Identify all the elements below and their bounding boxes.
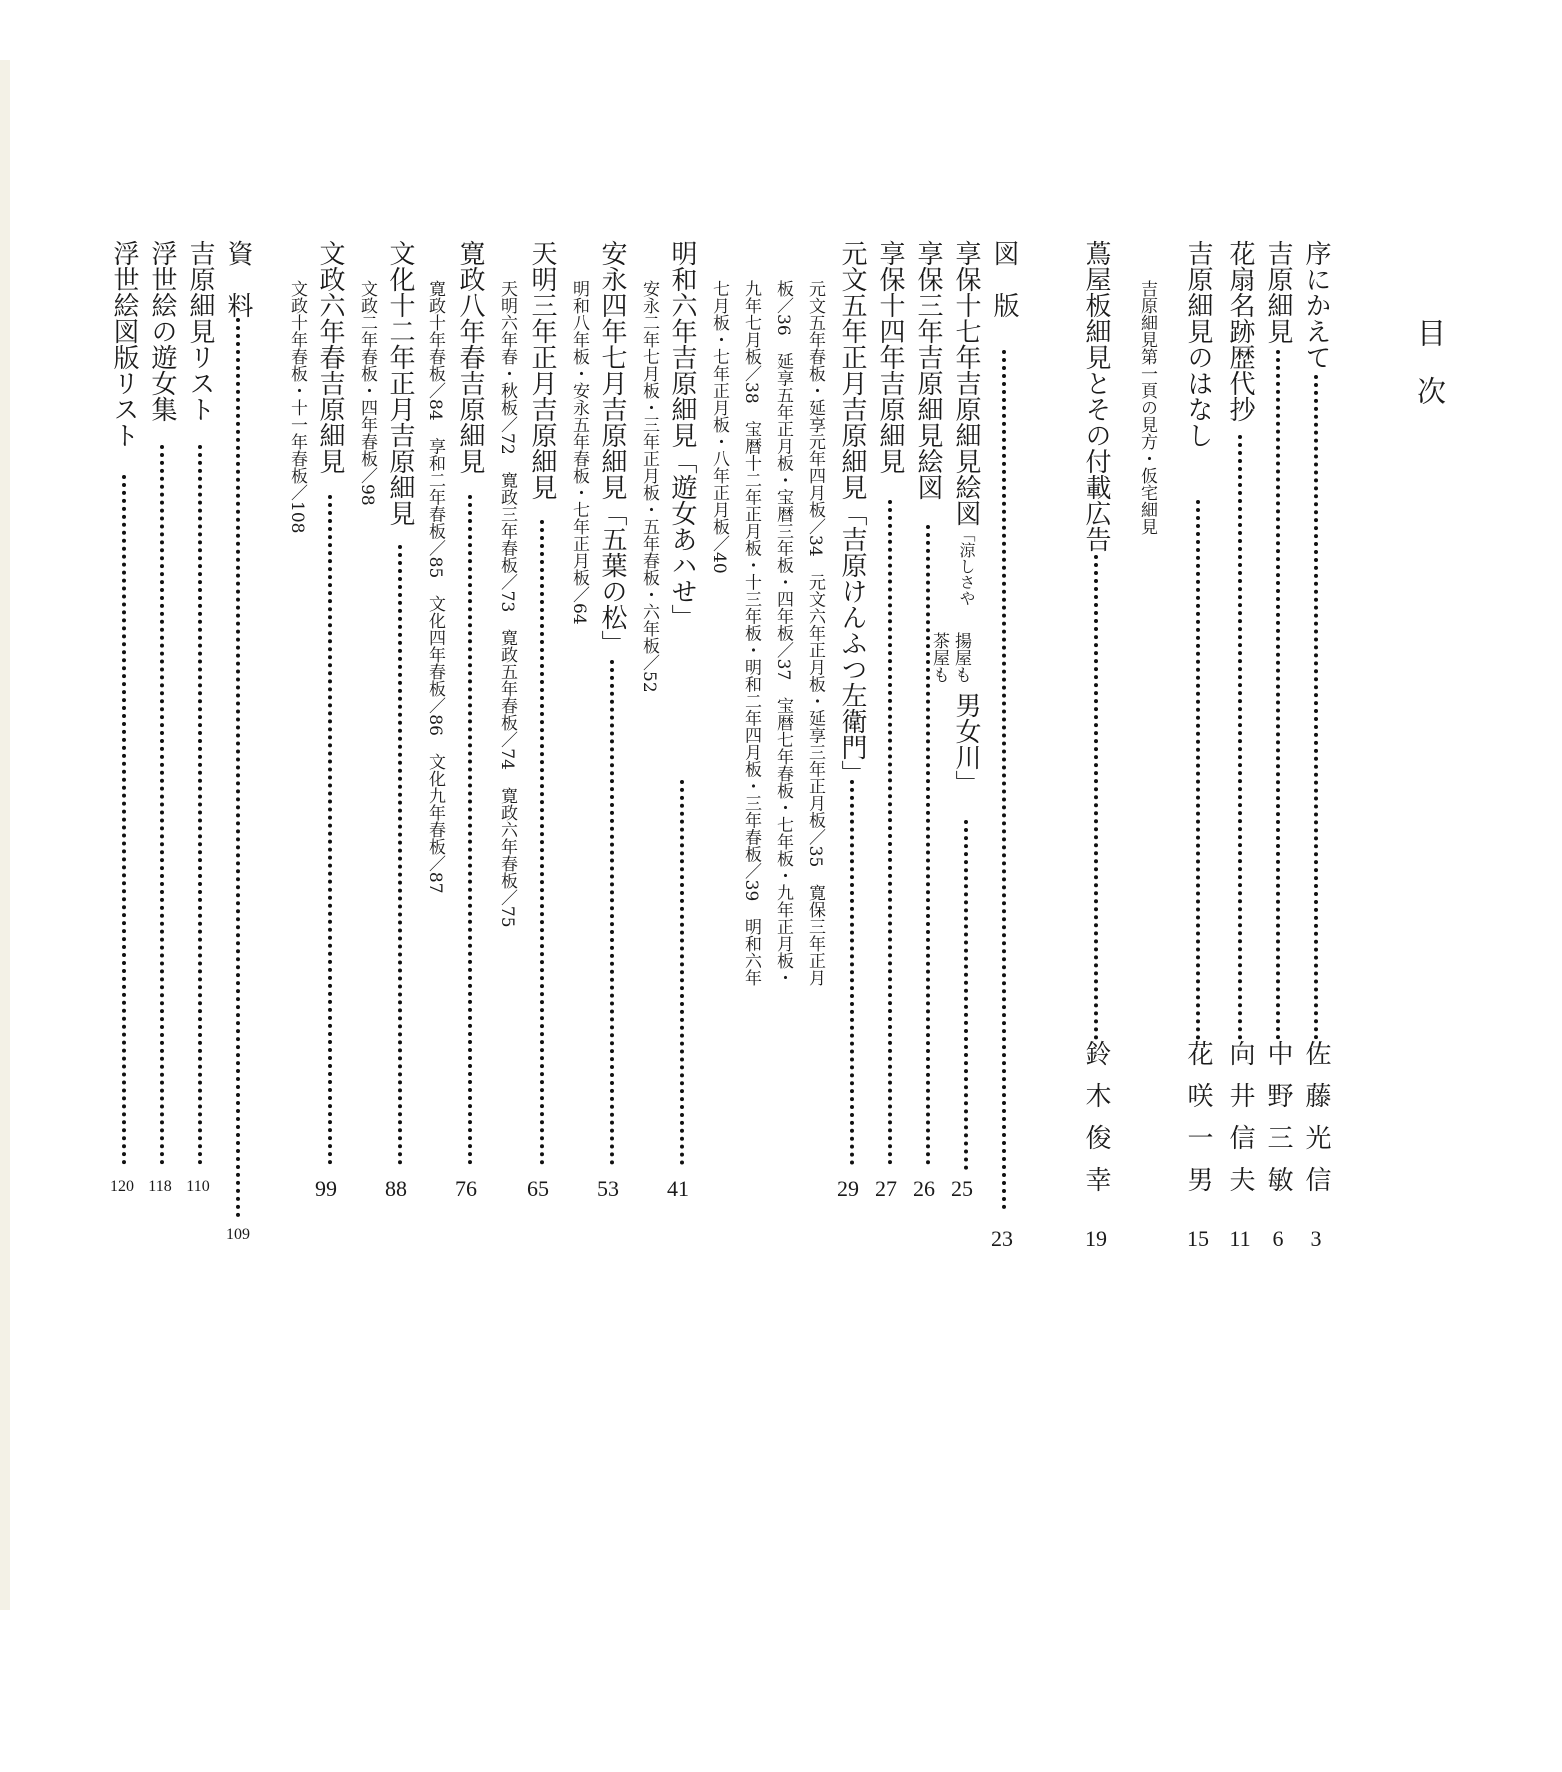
leader-dots xyxy=(1094,555,1102,1040)
entry-quote-a: 「涼しさや xyxy=(957,526,976,606)
entry-author: 鈴木俊幸 xyxy=(1081,1040,1111,1208)
entry-author: 中野三敏 xyxy=(1263,1040,1293,1208)
entry-subtitle: 九年七月板／38 宝暦十二年正月板・十三年板・明和二年四月板・三年春板／39 明和六年 xyxy=(741,280,761,987)
entry-page: 118 xyxy=(148,1178,172,1195)
entry-title: 享保十四年吉原細見 xyxy=(875,240,905,474)
entry-title: 安永四年七月吉原細見「五葉の松」 xyxy=(597,240,627,656)
entry-title: 吉原細見リスト xyxy=(185,240,215,422)
leader-dots xyxy=(1196,500,1204,1040)
section-page: 23 xyxy=(991,1226,1013,1251)
entry-title: 蔦屋板細見とその付載広告 xyxy=(1081,240,1111,552)
entry-subtitle: 文政二年春板・四年春板／98 xyxy=(357,280,377,506)
page-title: 目 次 xyxy=(1413,318,1447,405)
entry-title: 序にかえて xyxy=(1301,240,1331,370)
leader-dots xyxy=(398,545,406,1165)
entry-title: 享保十七年吉原細見絵図 xyxy=(951,240,981,526)
leader-dots xyxy=(1276,350,1284,1040)
leader-dots xyxy=(926,525,934,1165)
leader-dots xyxy=(610,660,618,1165)
entry-author: 佐藤光信 xyxy=(1301,1040,1331,1208)
entry-subtitle: 明和八年板・安永五年春板・七年正月板／64 xyxy=(569,280,589,625)
leader-dots xyxy=(468,495,476,1165)
leader-dots xyxy=(964,820,972,1170)
entry-page: 3 xyxy=(1310,1226,1322,1251)
entry-subtitle: 天明六年春・秋板／72 寛政三年春板／73 寛政五年春板／74 寛政六年春板／75 xyxy=(497,280,517,928)
entry-title: 明和六年吉原細見「遊女あハせ」 xyxy=(667,240,697,630)
entry-subtitle: 板／36 延享五年正月板・宝暦三年板・四年板／37 宝暦七年春板・七年板・九年正月板・ xyxy=(773,280,793,987)
section-title: 図 版 xyxy=(989,240,1019,318)
entry-subtitle: 七月板・七年正月板・八年正月板／40 xyxy=(709,280,729,574)
entry-page: 99 xyxy=(315,1176,337,1201)
page-edge xyxy=(0,60,10,1610)
leader-dots xyxy=(888,500,896,1165)
quote-stack-b: 茶屋も xyxy=(929,632,949,683)
entry-title: 吉原細見 xyxy=(1263,240,1293,344)
entry-subtitle: 安永二年七月板・三年正月板・五年春板・六年板／52 xyxy=(639,280,659,693)
leader-dots xyxy=(540,520,548,1165)
entry-title: 天明三年正月吉原細見 xyxy=(527,240,557,500)
entry-title: 文政六年春吉原細見 xyxy=(315,240,345,474)
entry-title: 元文五年正月吉原細見「吉原けんふつ左衛門」 xyxy=(837,240,867,786)
entry-page: 65 xyxy=(527,1176,549,1201)
entry-page: 6 xyxy=(1272,1226,1284,1251)
entry-title: 吉原細見のはなし xyxy=(1183,240,1213,448)
entry-page: 15 xyxy=(1187,1226,1209,1251)
entry-page: 19 xyxy=(1085,1226,1107,1251)
entry-subtitle: 寛政十年春板／84 享和二年春板／85 文化四年春板／86 文化九年春板／87 xyxy=(425,280,445,894)
entry-title: 文化十二年正月吉原細見 xyxy=(385,240,415,526)
leader-dots xyxy=(122,475,130,1165)
leader-dots xyxy=(1314,375,1322,1040)
entry-author: 花咲一男 xyxy=(1183,1040,1213,1208)
section-title: 資 料 xyxy=(223,240,253,318)
entry-page: 25 xyxy=(951,1176,973,1201)
entry-page: 26 xyxy=(913,1176,935,1201)
leader-dots xyxy=(850,780,858,1165)
leader-dots xyxy=(328,495,336,1165)
entry-page: 11 xyxy=(1229,1226,1251,1251)
entry-page: 41 xyxy=(667,1176,689,1201)
entry-title: 花扇名跡歴代抄 xyxy=(1225,240,1255,422)
entry-subtitle: 吉原細見第一頁の見方・仮宅細見 xyxy=(1137,280,1157,535)
entry-author: 向井信夫 xyxy=(1225,1040,1255,1208)
entry-page: 110 xyxy=(186,1178,210,1195)
entry-page: 120 xyxy=(110,1178,134,1195)
entry-title: 寛政八年春吉原細見 xyxy=(455,240,485,474)
quote-stack-a: 揚屋も xyxy=(951,632,971,683)
entry-page: 88 xyxy=(385,1176,407,1201)
entry-page: 27 xyxy=(875,1176,897,1201)
entry-subtitle: 文政十年春板・十一年春板／108 xyxy=(287,280,307,534)
entry-title: 浮世絵図版リスト xyxy=(109,240,139,448)
leader-dots xyxy=(680,780,688,1165)
leader-dots xyxy=(1238,435,1246,1040)
entry-title: 享保三年吉原細見絵図 xyxy=(913,240,943,500)
entry-page: 76 xyxy=(455,1176,477,1201)
entry-title: 浮世絵の遊女集 xyxy=(147,240,177,422)
leader-dots xyxy=(198,445,206,1165)
leader-dots xyxy=(160,445,168,1165)
entry-quote-d: 男女川」 xyxy=(951,692,981,796)
entry-subtitle: 元文五年春板・延享元年四月板／34 元文六年正月板・延享三年正月板／35 寛保三年正月 xyxy=(805,280,825,987)
leader-dots xyxy=(236,318,244,1218)
section-page: 109 xyxy=(226,1226,250,1243)
entry-page: 53 xyxy=(597,1176,619,1201)
entry-page: 29 xyxy=(837,1176,859,1201)
leader-dots xyxy=(1002,350,1010,1210)
